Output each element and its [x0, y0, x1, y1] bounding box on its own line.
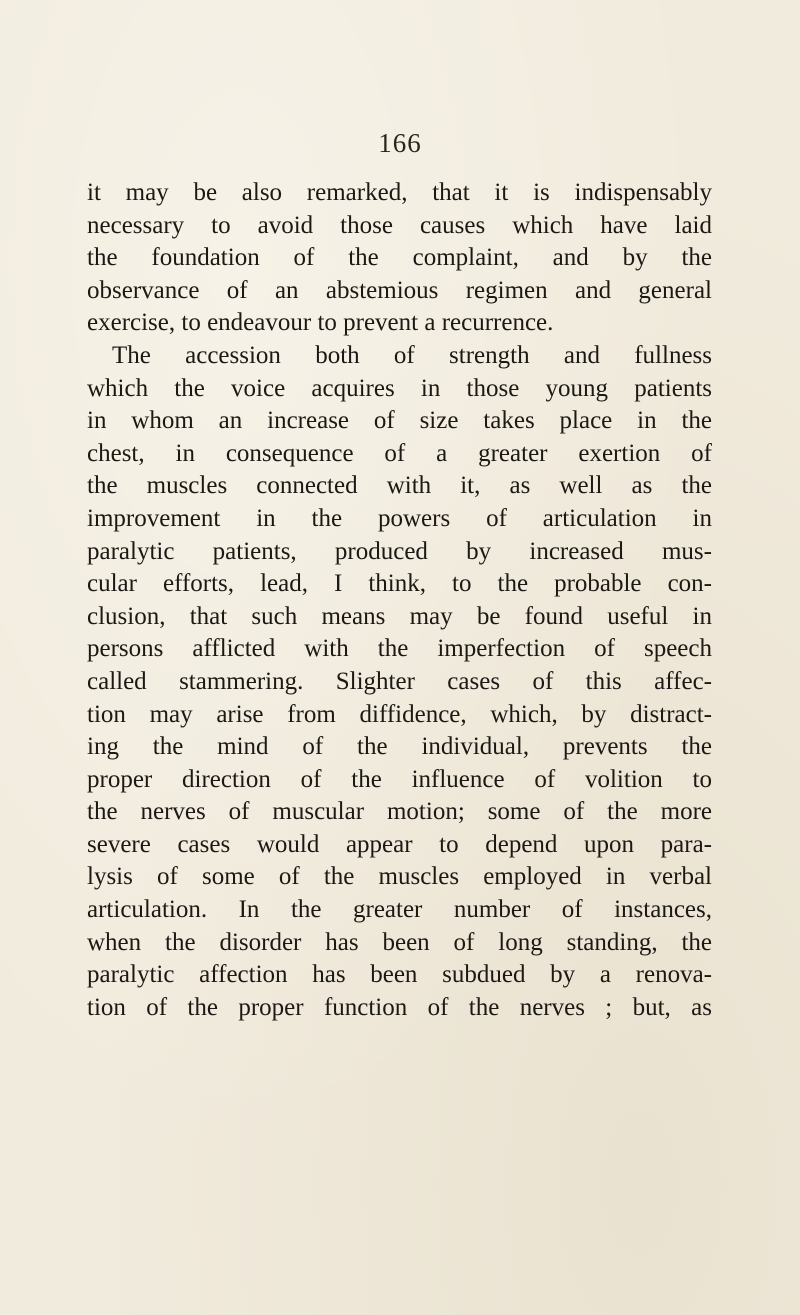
text-line: paralytic patients, produced by increased mus- — [87, 537, 712, 565]
text-line: chest, in consequence of a greater exertion of — [87, 439, 712, 467]
text-line: which the voice acquires in those young patients — [87, 374, 712, 402]
text-line: articulation. In the greater number of instances, — [87, 896, 712, 924]
paragraph-start-line: The accession both of strength and fullness — [112, 341, 712, 369]
text-line: the foundation of the complaint, and by the — [87, 244, 712, 272]
text-line: cular efforts, lead, I think, to the probable con- — [87, 570, 712, 598]
text-line: called stammering. Slighter cases of this affec- — [87, 667, 712, 695]
text-line: lysis of some of the muscles employed in verbal — [87, 863, 712, 891]
text-line: it may be also remarked, that it is indispensably — [87, 179, 712, 206]
text-line: exercise, to endeavour to prevent a recurrence. — [87, 309, 554, 337]
text-line: improvement in the powers of articulation in — [87, 504, 712, 532]
body-text — [87, 177, 712, 1024]
text-line: in whom an increase of size takes place in the — [87, 407, 712, 435]
text-line: ing the mind of the individual, prevents the — [87, 733, 712, 761]
text-line: observance of an abstemious regimen and general — [87, 276, 712, 304]
text-line: the nerves of muscular motion; some of the more — [87, 798, 712, 826]
text-line: proper direction of the influence of volition to — [87, 765, 712, 793]
text-line: persons afflicted with the imperfection of speech — [87, 635, 712, 663]
text-line: tion may arise from diffidence, which, by distract- — [87, 700, 712, 728]
text-line: tion of the proper function of the nerves ; but, as — [87, 993, 712, 1021]
text-line: severe cases would appear to depend upon para- — [87, 830, 712, 858]
text-line: paralytic affection has been subdued by a renova- — [87, 961, 712, 989]
text-line: clusion, that such means may be found useful in — [87, 602, 712, 630]
page-number: 166 — [378, 128, 422, 158]
text-line: the muscles connected with it, as well as the — [87, 472, 712, 500]
text-line: when the disorder has been of long standing, the — [87, 928, 712, 956]
text-line: necessary to avoid those causes which have laid — [87, 211, 712, 239]
